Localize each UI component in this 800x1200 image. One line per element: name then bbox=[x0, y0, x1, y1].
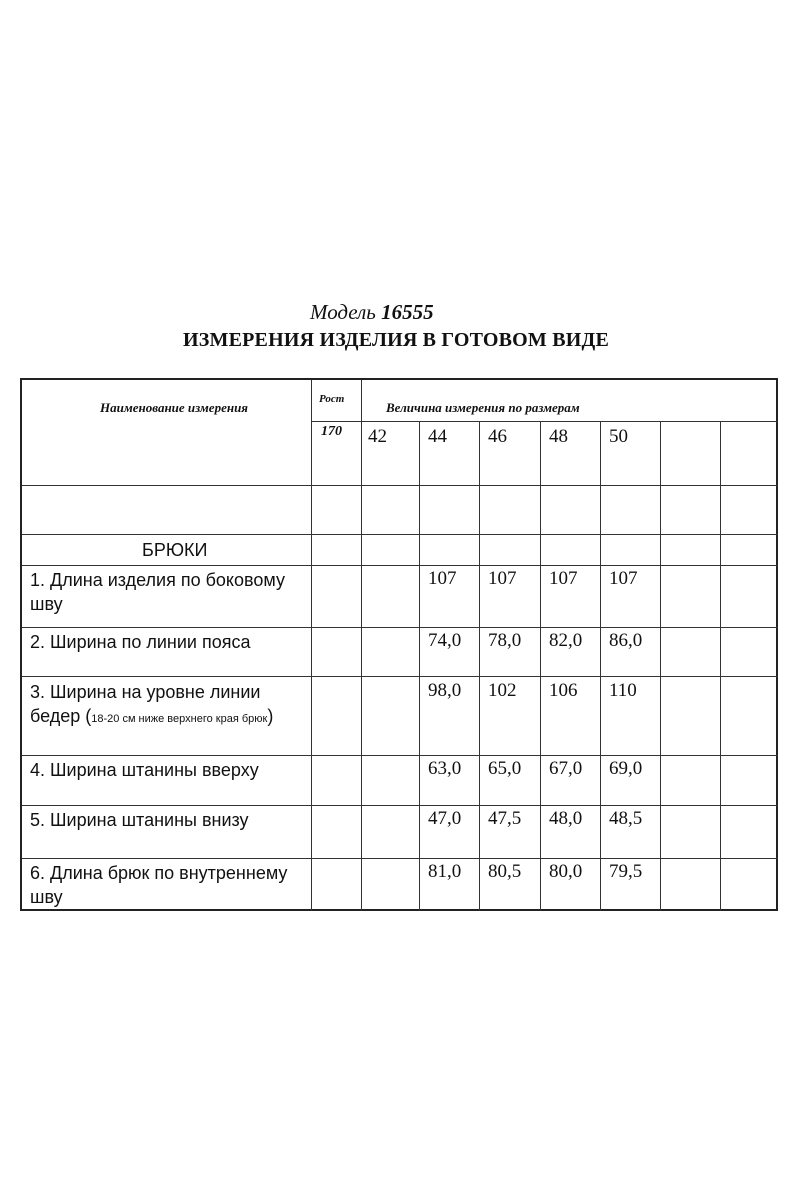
hline bbox=[22, 805, 778, 806]
row-value: 107 bbox=[488, 568, 517, 589]
measurement-table bbox=[20, 378, 778, 911]
hline bbox=[22, 858, 778, 859]
vline bbox=[540, 421, 541, 911]
col-name-header: Наименование измерения bbox=[100, 400, 248, 415]
model-number: 16555 bbox=[381, 300, 434, 324]
row-value: 74,0 bbox=[428, 630, 462, 651]
hline bbox=[22, 627, 778, 628]
hline bbox=[22, 534, 778, 535]
hline bbox=[311, 421, 778, 422]
hline bbox=[22, 565, 778, 566]
size-44: 44 bbox=[428, 426, 447, 447]
size-50: 50 bbox=[609, 426, 628, 447]
row-value: 48,0 bbox=[549, 808, 583, 829]
vline bbox=[419, 421, 420, 911]
row-value: 107 bbox=[609, 568, 638, 589]
model-label: Модель bbox=[310, 300, 376, 324]
row-value: 106 bbox=[549, 680, 578, 701]
vline bbox=[479, 421, 480, 911]
row-label: 6. Длина брюк по внутреннему шву bbox=[30, 863, 288, 907]
row-value: 78,0 bbox=[488, 630, 522, 651]
row-label: 5. Ширина штанины внизу bbox=[30, 810, 249, 830]
model-line bbox=[310, 300, 434, 325]
row-value: 48,5 bbox=[609, 808, 643, 829]
col-sizes-header: Величина измерения по размерам bbox=[386, 400, 580, 415]
col-height-header: Рост bbox=[319, 393, 345, 405]
row-value: 79,5 bbox=[609, 861, 643, 882]
row-label-text: 3. Ширина на уровне линии бедер bbox=[30, 682, 261, 726]
vline bbox=[600, 421, 601, 911]
row-value: 81,0 bbox=[428, 861, 462, 882]
row-value: 98,0 bbox=[428, 680, 462, 701]
vline bbox=[720, 421, 721, 911]
hline bbox=[22, 755, 778, 756]
page-title: ИЗМЕРЕНИЯ ИЗДЕЛИЯ В ГОТОВОМ ВИДЕ bbox=[183, 329, 609, 351]
hline bbox=[22, 485, 778, 486]
hline bbox=[22, 676, 778, 677]
vline bbox=[361, 380, 362, 911]
row-value: 80,5 bbox=[488, 861, 522, 882]
row-label: 3. Ширина на уровне линии бедер (18-20 см ниже верхнего края брюк) bbox=[30, 682, 274, 726]
row-value: 107 bbox=[549, 568, 578, 589]
size-46: 46 bbox=[488, 426, 507, 447]
row-value: 82,0 bbox=[549, 630, 583, 651]
row-label: 2. Ширина по линии пояса bbox=[30, 632, 251, 652]
row-value: 47,5 bbox=[488, 808, 522, 829]
row-value: 102 bbox=[488, 680, 517, 701]
row-value: 86,0 bbox=[609, 630, 643, 651]
row-value: 47,0 bbox=[428, 808, 462, 829]
size-42: 42 bbox=[368, 426, 387, 447]
size-48: 48 bbox=[549, 426, 568, 447]
row-note: 18-20 см ниже верхнего края брюк bbox=[91, 713, 268, 725]
row-label: 1. Длина изделия по боковому шву bbox=[30, 570, 285, 614]
row-value: 69,0 bbox=[609, 758, 643, 779]
row-value: 80,0 bbox=[549, 861, 583, 882]
row-value: 67,0 bbox=[549, 758, 583, 779]
row-label: 4. Ширина штанины вверху bbox=[30, 760, 259, 780]
section-title: БРЮКИ bbox=[142, 540, 208, 560]
row-value: 110 bbox=[609, 680, 637, 701]
height-value: 170 bbox=[321, 424, 342, 439]
row-value: 63,0 bbox=[428, 758, 462, 779]
vline bbox=[660, 421, 661, 911]
row-value: 65,0 bbox=[488, 758, 522, 779]
row-value: 107 bbox=[428, 568, 457, 589]
